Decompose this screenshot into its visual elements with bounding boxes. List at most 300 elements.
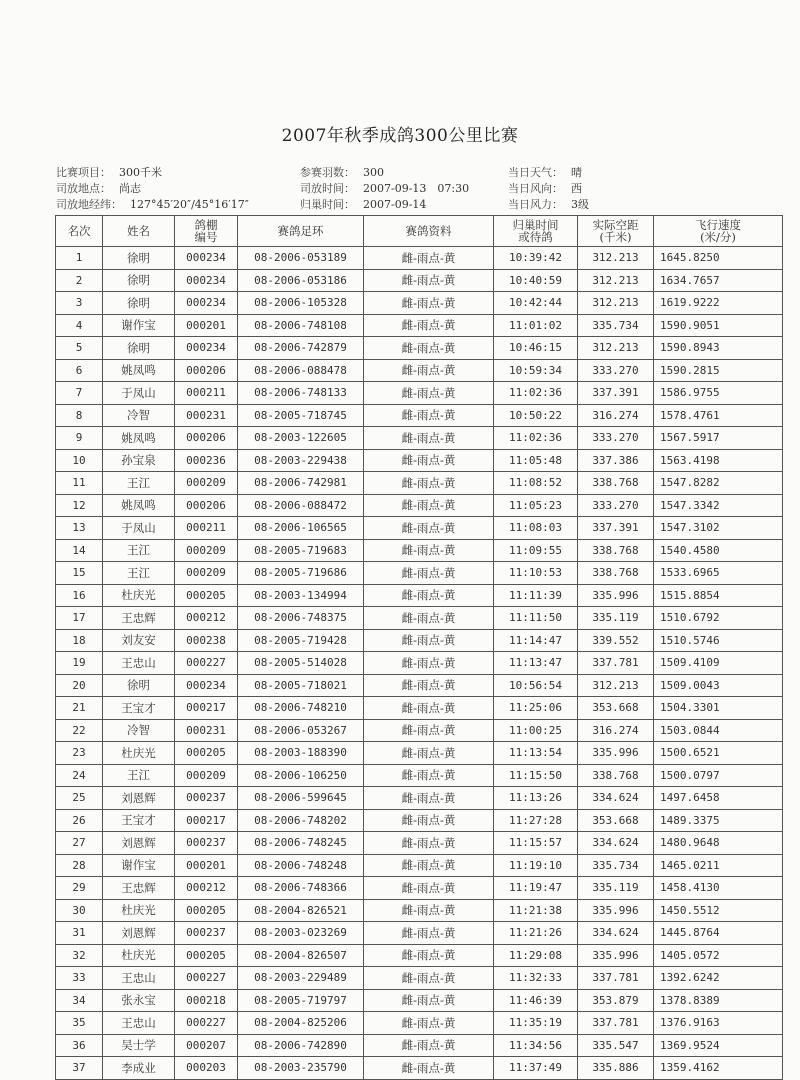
time-cell: 11:01:02 bbox=[494, 314, 578, 337]
rank-cell: 34 bbox=[56, 989, 103, 1012]
weather-label: 当日天气： bbox=[508, 166, 563, 179]
speed-cell: 1503.0844 bbox=[654, 719, 783, 742]
info-cell: 雌-雨点-黄 bbox=[364, 697, 494, 720]
info-cell: 雌-雨点-黄 bbox=[364, 899, 494, 922]
ring-cell: 08-2006-088472 bbox=[238, 494, 364, 517]
distance-cell: 333.270 bbox=[578, 359, 654, 382]
distance-cell: 335.996 bbox=[578, 584, 654, 607]
info-cell: 雌-雨点-黄 bbox=[364, 427, 494, 450]
speed-cell: 1392.6242 bbox=[654, 967, 783, 990]
loft-cell: 000201 bbox=[175, 314, 238, 337]
distance-cell: 338.768 bbox=[578, 764, 654, 787]
name-cell: 姚凤鸣 bbox=[103, 359, 175, 382]
rank-cell: 37 bbox=[56, 1057, 103, 1080]
info-cell: 雌-雨点-黄 bbox=[364, 967, 494, 990]
speed-cell: 1465.0211 bbox=[654, 854, 783, 877]
rank-cell: 15 bbox=[56, 562, 103, 585]
info-cell: 雌-雨点-黄 bbox=[364, 1034, 494, 1057]
speed-cell: 1500.0797 bbox=[654, 764, 783, 787]
name-cell: 谢作宝 bbox=[103, 854, 175, 877]
speed-cell: 1369.9524 bbox=[654, 1034, 783, 1057]
distance-cell: 334.624 bbox=[578, 922, 654, 945]
table-row bbox=[56, 629, 783, 652]
rank-cell: 11 bbox=[56, 472, 103, 495]
name-cell: 徐明 bbox=[103, 269, 175, 292]
speed-cell: 1509.0043 bbox=[654, 674, 783, 697]
info-wind-direction bbox=[508, 180, 582, 196]
header-distance bbox=[578, 216, 654, 247]
ring-cell: 08-2006-748366 bbox=[238, 877, 364, 900]
speed-cell: 1480.9648 bbox=[654, 832, 783, 855]
speed-cell: 1645.8250 bbox=[654, 247, 783, 270]
event-label: 比赛项目： bbox=[56, 166, 111, 179]
loft-cell: 000209 bbox=[175, 764, 238, 787]
speed-cell: 1634.7657 bbox=[654, 269, 783, 292]
distance-cell: 338.768 bbox=[578, 562, 654, 585]
table-row bbox=[56, 854, 783, 877]
wind-direction-value: 西 bbox=[571, 182, 582, 195]
name-cell: 王宝才 bbox=[103, 697, 175, 720]
event-value: 300千米 bbox=[119, 166, 162, 179]
table-row bbox=[56, 832, 783, 855]
rank-cell: 26 bbox=[56, 809, 103, 832]
ring-cell: 08-2006-742879 bbox=[238, 337, 364, 360]
time-cell: 11:19:47 bbox=[494, 877, 578, 900]
ring-cell: 08-2005-718021 bbox=[238, 674, 364, 697]
wind-force-value: 3级 bbox=[571, 198, 589, 211]
time-cell: 11:13:47 bbox=[494, 652, 578, 675]
time-cell: 11:35:19 bbox=[494, 1012, 578, 1035]
info-return bbox=[300, 196, 426, 212]
info-cell: 雌-雨点-黄 bbox=[364, 404, 494, 427]
name-cell: 刘恩辉 bbox=[103, 832, 175, 855]
table-row bbox=[56, 899, 783, 922]
time-cell: 10:40:59 bbox=[494, 269, 578, 292]
header-loft-line2: 编号 bbox=[194, 230, 218, 244]
ring-cell: 08-2003-235790 bbox=[238, 1057, 364, 1080]
name-cell: 张永宝 bbox=[103, 989, 175, 1012]
time-cell: 11:25:06 bbox=[494, 697, 578, 720]
info-wind-force bbox=[508, 196, 589, 212]
coordinates-label: 司放地经纬： bbox=[56, 198, 122, 211]
loft-cell: 000209 bbox=[175, 539, 238, 562]
time-cell: 10:42:44 bbox=[494, 292, 578, 315]
name-cell: 吴士学 bbox=[103, 1034, 175, 1057]
ring-cell: 08-2003-122605 bbox=[238, 427, 364, 450]
rank-cell: 7 bbox=[56, 382, 103, 405]
ring-cell: 08-2006-742981 bbox=[238, 472, 364, 495]
speed-cell: 1578.4761 bbox=[654, 404, 783, 427]
distance-cell: 335.996 bbox=[578, 742, 654, 765]
rank-cell: 32 bbox=[56, 944, 103, 967]
info-event bbox=[56, 164, 162, 180]
ring-cell: 08-2006-106565 bbox=[238, 517, 364, 540]
info-count bbox=[300, 164, 384, 180]
distance-cell: 353.668 bbox=[578, 809, 654, 832]
speed-cell: 1450.5512 bbox=[654, 899, 783, 922]
ring-cell: 08-2006-748375 bbox=[238, 607, 364, 630]
loft-cell: 000236 bbox=[175, 449, 238, 472]
speed-cell: 1500.6521 bbox=[654, 742, 783, 765]
table-row bbox=[56, 719, 783, 742]
speed-cell: 1547.3342 bbox=[654, 494, 783, 517]
table-row bbox=[56, 877, 783, 900]
header-loft bbox=[175, 216, 238, 247]
info-release-time bbox=[300, 180, 469, 196]
ring-cell: 08-2005-514028 bbox=[238, 652, 364, 675]
weather-value: 晴 bbox=[571, 166, 582, 179]
header-speed-line2: (米/分) bbox=[700, 230, 736, 244]
table-row bbox=[56, 787, 783, 810]
speed-cell: 1359.4162 bbox=[654, 1057, 783, 1080]
rank-cell: 10 bbox=[56, 449, 103, 472]
name-cell: 王江 bbox=[103, 472, 175, 495]
distance-cell: 334.624 bbox=[578, 832, 654, 855]
name-cell: 王江 bbox=[103, 539, 175, 562]
rank-cell: 20 bbox=[56, 674, 103, 697]
table-row bbox=[56, 427, 783, 450]
rank-cell: 6 bbox=[56, 359, 103, 382]
name-cell: 王忠山 bbox=[103, 967, 175, 990]
return-value: 2007-09-14 bbox=[363, 198, 427, 211]
loft-cell: 000231 bbox=[175, 404, 238, 427]
time-cell: 11:08:03 bbox=[494, 517, 578, 540]
name-cell: 刘恩辉 bbox=[103, 787, 175, 810]
rank-cell: 4 bbox=[56, 314, 103, 337]
name-cell: 杜庆光 bbox=[103, 944, 175, 967]
name-cell: 徐明 bbox=[103, 292, 175, 315]
table-row bbox=[56, 292, 783, 315]
rank-cell: 30 bbox=[56, 899, 103, 922]
table-row bbox=[56, 1034, 783, 1057]
distance-cell: 353.668 bbox=[578, 697, 654, 720]
rank-cell: 33 bbox=[56, 967, 103, 990]
table-row bbox=[56, 247, 783, 270]
time-cell: 11:13:54 bbox=[494, 742, 578, 765]
speed-cell: 1504.3301 bbox=[654, 697, 783, 720]
distance-cell: 353.879 bbox=[578, 989, 654, 1012]
time-cell: 11:21:26 bbox=[494, 922, 578, 945]
table-row bbox=[56, 562, 783, 585]
rank-cell: 23 bbox=[56, 742, 103, 765]
table-row bbox=[56, 472, 783, 495]
info-cell: 雌-雨点-黄 bbox=[364, 584, 494, 607]
speed-cell: 1533.6965 bbox=[654, 562, 783, 585]
rank-cell: 1 bbox=[56, 247, 103, 270]
rank-cell: 18 bbox=[56, 629, 103, 652]
rank-cell: 5 bbox=[56, 337, 103, 360]
name-cell: 王忠山 bbox=[103, 1012, 175, 1035]
info-cell: 雌-雨点-黄 bbox=[364, 359, 494, 382]
rank-cell: 2 bbox=[56, 269, 103, 292]
ring-cell: 08-2006-748133 bbox=[238, 382, 364, 405]
loft-cell: 000237 bbox=[175, 787, 238, 810]
info-cell: 雌-雨点-黄 bbox=[364, 629, 494, 652]
loft-cell: 000231 bbox=[175, 719, 238, 742]
loft-cell: 000206 bbox=[175, 494, 238, 517]
loft-cell: 000217 bbox=[175, 809, 238, 832]
info-cell: 雌-雨点-黄 bbox=[364, 292, 494, 315]
rank-cell: 8 bbox=[56, 404, 103, 427]
name-cell: 姚凤鸣 bbox=[103, 427, 175, 450]
table-row bbox=[56, 359, 783, 382]
speed-cell: 1489.3375 bbox=[654, 809, 783, 832]
rank-cell: 22 bbox=[56, 719, 103, 742]
ring-cell: 08-2005-719686 bbox=[238, 562, 364, 585]
header-loft-line1: 鸽棚 bbox=[194, 218, 218, 232]
distance-cell: 312.213 bbox=[578, 269, 654, 292]
info-cell: 雌-雨点-黄 bbox=[364, 787, 494, 810]
release-time-label: 司放时间： bbox=[300, 182, 355, 195]
speed-cell: 1547.3102 bbox=[654, 517, 783, 540]
loft-cell: 000207 bbox=[175, 1034, 238, 1057]
return-label: 归巢时间： bbox=[300, 198, 355, 211]
time-cell: 11:32:33 bbox=[494, 967, 578, 990]
release-label: 司放地点： bbox=[56, 182, 111, 195]
loft-cell: 000234 bbox=[175, 269, 238, 292]
loft-cell: 000209 bbox=[175, 472, 238, 495]
distance-cell: 316.274 bbox=[578, 719, 654, 742]
info-cell: 雌-雨点-黄 bbox=[364, 989, 494, 1012]
name-cell: 徐明 bbox=[103, 247, 175, 270]
table-row bbox=[56, 809, 783, 832]
results-table bbox=[55, 215, 783, 1080]
rank-cell: 3 bbox=[56, 292, 103, 315]
table-row bbox=[56, 1057, 783, 1080]
ring-cell: 08-2006-742890 bbox=[238, 1034, 364, 1057]
table-row bbox=[56, 967, 783, 990]
ring-cell: 08-2005-718745 bbox=[238, 404, 364, 427]
rank-cell: 24 bbox=[56, 764, 103, 787]
distance-cell: 339.552 bbox=[578, 629, 654, 652]
distance-cell: 334.624 bbox=[578, 787, 654, 810]
rank-cell: 29 bbox=[56, 877, 103, 900]
ring-cell: 08-2006-105328 bbox=[238, 292, 364, 315]
table-row bbox=[56, 944, 783, 967]
ring-cell: 08-2005-719797 bbox=[238, 989, 364, 1012]
table-row bbox=[56, 674, 783, 697]
info-cell: 雌-雨点-黄 bbox=[364, 1057, 494, 1080]
distance-cell: 312.213 bbox=[578, 337, 654, 360]
info-cell: 雌-雨点-黄 bbox=[364, 809, 494, 832]
table-row bbox=[56, 517, 783, 540]
info-cell: 雌-雨点-黄 bbox=[364, 449, 494, 472]
speed-cell: 1458.4130 bbox=[654, 877, 783, 900]
speed-cell: 1567.5917 bbox=[654, 427, 783, 450]
loft-cell: 000211 bbox=[175, 382, 238, 405]
speed-cell: 1405.0572 bbox=[654, 944, 783, 967]
loft-cell: 000203 bbox=[175, 1057, 238, 1080]
ring-cell: 08-2006-599645 bbox=[238, 787, 364, 810]
table-row bbox=[56, 1012, 783, 1035]
table-row bbox=[56, 269, 783, 292]
speed-cell: 1515.8854 bbox=[654, 584, 783, 607]
ring-cell: 08-2005-719428 bbox=[238, 629, 364, 652]
ring-cell: 08-2006-053186 bbox=[238, 269, 364, 292]
distance-cell: 337.781 bbox=[578, 652, 654, 675]
loft-cell: 000205 bbox=[175, 944, 238, 967]
info-cell: 雌-雨点-黄 bbox=[364, 314, 494, 337]
loft-cell: 000205 bbox=[175, 899, 238, 922]
info-cell: 雌-雨点-黄 bbox=[364, 719, 494, 742]
time-cell: 11:02:36 bbox=[494, 427, 578, 450]
ring-cell: 08-2004-826507 bbox=[238, 944, 364, 967]
name-cell: 刘友安 bbox=[103, 629, 175, 652]
time-cell: 11:14:47 bbox=[494, 629, 578, 652]
ring-cell: 08-2003-188390 bbox=[238, 742, 364, 765]
loft-cell: 000206 bbox=[175, 359, 238, 382]
name-cell: 王忠山 bbox=[103, 652, 175, 675]
distance-cell: 335.734 bbox=[578, 854, 654, 877]
time-cell: 10:39:42 bbox=[494, 247, 578, 270]
distance-cell: 335.547 bbox=[578, 1034, 654, 1057]
loft-cell: 000237 bbox=[175, 832, 238, 855]
distance-cell: 337.391 bbox=[578, 517, 654, 540]
loft-cell: 000217 bbox=[175, 697, 238, 720]
ring-cell: 08-2004-825206 bbox=[238, 1012, 364, 1035]
table-body bbox=[56, 247, 783, 1080]
table-row bbox=[56, 337, 783, 360]
name-cell: 于凤山 bbox=[103, 382, 175, 405]
distance-cell: 312.213 bbox=[578, 674, 654, 697]
info-cell: 雌-雨点-黄 bbox=[364, 764, 494, 787]
speed-cell: 1590.8943 bbox=[654, 337, 783, 360]
time-cell: 11:29:08 bbox=[494, 944, 578, 967]
loft-cell: 000218 bbox=[175, 989, 238, 1012]
ring-cell: 08-2006-053189 bbox=[238, 247, 364, 270]
table-row bbox=[56, 652, 783, 675]
loft-cell: 000212 bbox=[175, 607, 238, 630]
time-cell: 11:05:48 bbox=[494, 449, 578, 472]
ring-cell: 08-2003-023269 bbox=[238, 922, 364, 945]
loft-cell: 000234 bbox=[175, 292, 238, 315]
speed-cell: 1586.9755 bbox=[654, 382, 783, 405]
name-cell: 王宝才 bbox=[103, 809, 175, 832]
count-label: 参赛羽数： bbox=[300, 166, 355, 179]
info-cell: 雌-雨点-黄 bbox=[364, 652, 494, 675]
ring-cell: 08-2006-748245 bbox=[238, 832, 364, 855]
info-weather bbox=[508, 164, 582, 180]
speed-cell: 1376.9163 bbox=[654, 1012, 783, 1035]
page-title: 2007年秋季成鸽300公里比赛 bbox=[281, 126, 519, 146]
distance-cell: 335.119 bbox=[578, 877, 654, 900]
table-row bbox=[56, 494, 783, 517]
info-cell: 雌-雨点-黄 bbox=[364, 517, 494, 540]
info-cell: 雌-雨点-黄 bbox=[364, 944, 494, 967]
time-cell: 11:10:53 bbox=[494, 562, 578, 585]
distance-cell: 335.996 bbox=[578, 944, 654, 967]
table-header-row bbox=[56, 216, 783, 247]
info-cell: 雌-雨点-黄 bbox=[364, 1012, 494, 1035]
loft-cell: 000234 bbox=[175, 247, 238, 270]
time-cell: 11:15:50 bbox=[494, 764, 578, 787]
name-cell: 徐明 bbox=[103, 674, 175, 697]
header-name: 姓名 bbox=[103, 216, 175, 247]
loft-cell: 000205 bbox=[175, 584, 238, 607]
rank-cell: 25 bbox=[56, 787, 103, 810]
info-cell: 雌-雨点-黄 bbox=[364, 269, 494, 292]
info-cell: 雌-雨点-黄 bbox=[364, 494, 494, 517]
loft-cell: 000205 bbox=[175, 742, 238, 765]
time-cell: 11:37:49 bbox=[494, 1057, 578, 1080]
speed-cell: 1547.8282 bbox=[654, 472, 783, 495]
name-cell: 谢作宝 bbox=[103, 314, 175, 337]
distance-cell: 337.386 bbox=[578, 449, 654, 472]
speed-cell: 1590.9051 bbox=[654, 314, 783, 337]
ring-cell: 08-2003-229489 bbox=[238, 967, 364, 990]
ring-cell: 08-2004-826521 bbox=[238, 899, 364, 922]
time-cell: 10:50:22 bbox=[494, 404, 578, 427]
rank-cell: 27 bbox=[56, 832, 103, 855]
name-cell: 冷智 bbox=[103, 719, 175, 742]
header-time bbox=[494, 216, 578, 247]
ring-cell: 08-2006-748248 bbox=[238, 854, 364, 877]
speed-cell: 1509.4109 bbox=[654, 652, 783, 675]
info-release bbox=[56, 180, 141, 196]
header-info: 赛鸽资料 bbox=[364, 216, 494, 247]
time-cell: 11:27:28 bbox=[494, 809, 578, 832]
table-row bbox=[56, 764, 783, 787]
time-cell: 11:13:26 bbox=[494, 787, 578, 810]
time-cell: 10:46:15 bbox=[494, 337, 578, 360]
rank-cell: 12 bbox=[56, 494, 103, 517]
distance-cell: 335.734 bbox=[578, 314, 654, 337]
time-cell: 11:19:10 bbox=[494, 854, 578, 877]
rank-cell: 16 bbox=[56, 584, 103, 607]
header-time-line2: 或待鸽 bbox=[518, 230, 553, 244]
time-cell: 11:00:25 bbox=[494, 719, 578, 742]
name-cell: 于凤山 bbox=[103, 517, 175, 540]
rank-cell: 19 bbox=[56, 652, 103, 675]
speed-cell: 1378.8389 bbox=[654, 989, 783, 1012]
name-cell: 杜庆光 bbox=[103, 742, 175, 765]
time-cell: 11:46:39 bbox=[494, 989, 578, 1012]
distance-cell: 316.274 bbox=[578, 404, 654, 427]
time-cell: 11:09:55 bbox=[494, 539, 578, 562]
time-cell: 10:59:34 bbox=[494, 359, 578, 382]
speed-cell: 1563.4198 bbox=[654, 449, 783, 472]
header-speed bbox=[654, 216, 783, 247]
ring-cell: 08-2005-719683 bbox=[238, 539, 364, 562]
loft-cell: 000234 bbox=[175, 674, 238, 697]
distance-cell: 337.391 bbox=[578, 382, 654, 405]
coordinates-value: 127°45′20″/45°16′17″ bbox=[130, 198, 249, 211]
info-cell: 雌-雨点-黄 bbox=[364, 922, 494, 945]
header-rank: 名次 bbox=[56, 216, 103, 247]
table-row bbox=[56, 697, 783, 720]
info-coordinates bbox=[56, 196, 249, 212]
ring-cell: 08-2006-106250 bbox=[238, 764, 364, 787]
name-cell: 徐明 bbox=[103, 337, 175, 360]
count-value: 300 bbox=[363, 166, 384, 179]
table-row bbox=[56, 314, 783, 337]
distance-cell: 312.213 bbox=[578, 247, 654, 270]
header-distance-line2: (千米) bbox=[599, 230, 632, 244]
table-row bbox=[56, 539, 783, 562]
name-cell: 王江 bbox=[103, 562, 175, 585]
ring-cell: 08-2006-748108 bbox=[238, 314, 364, 337]
speed-cell: 1590.2815 bbox=[654, 359, 783, 382]
name-cell: 刘恩辉 bbox=[103, 922, 175, 945]
loft-cell: 000238 bbox=[175, 629, 238, 652]
distance-cell: 333.270 bbox=[578, 494, 654, 517]
ring-cell: 08-2006-088478 bbox=[238, 359, 364, 382]
distance-cell: 333.270 bbox=[578, 427, 654, 450]
name-cell: 杜庆光 bbox=[103, 899, 175, 922]
table-row bbox=[56, 922, 783, 945]
rank-cell: 21 bbox=[56, 697, 103, 720]
header-distance-line1: 实际空距 bbox=[592, 218, 639, 232]
